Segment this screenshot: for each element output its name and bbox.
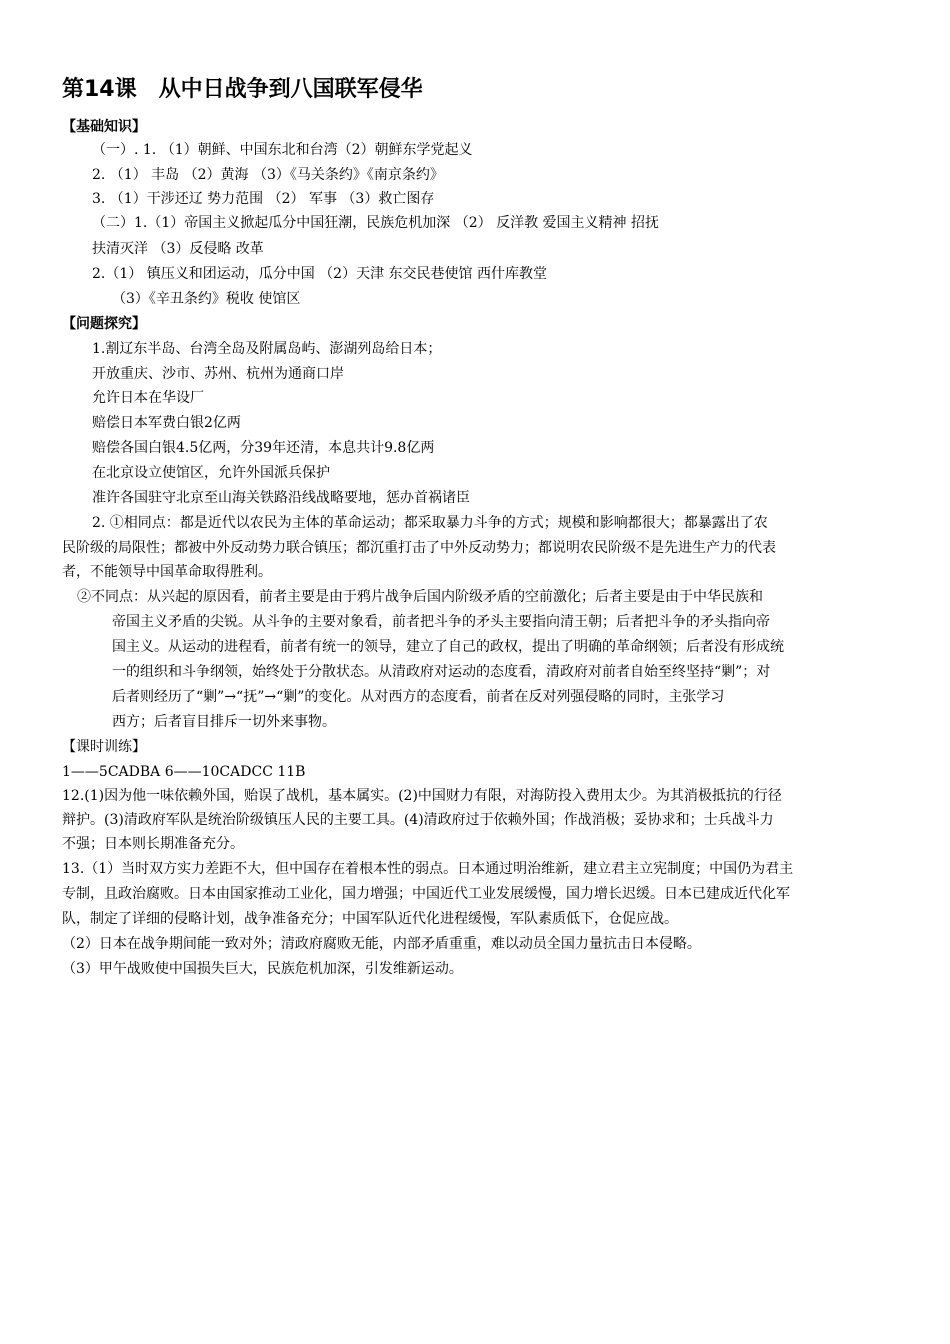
inquiry-line: 1.割辽东半岛、台湾全岛及附属岛屿、澎湖列岛给日本； (92, 341, 442, 357)
training-line: 专制，且政治腐败。日本由国家推动工业化，国力增强；中国近代工业发展缓慢，国力增长迟缓。日本已建成近代化军 (62, 886, 790, 902)
training-line: 队，制定了详细的侵略计划，战争准备充分；中国军队近代化进程缓慢，军队素质低下，仓促应战。 (62, 911, 678, 927)
section-heading-basics: 【基础知识】 (62, 119, 146, 135)
inquiry-line: 赔偿日本军费白银2亿两 (92, 415, 241, 431)
inquiry-line: 允许日本在华设厂 (92, 390, 204, 406)
page-title: 第14课 从中日战争到八国联军侵华 (62, 77, 423, 102)
section-heading-inquiry: 【问题探究】 (62, 316, 146, 332)
inquiry-line: 者，不能领导中国革命取得胜利。 (62, 564, 272, 580)
training-line: （3）甲午战败使中国损失巨大，民族危机加深，引发维新运动。 (62, 961, 463, 977)
inquiry-line: 在北京设立使馆区，允许外国派兵保护 (92, 465, 330, 481)
training-line: （2）日本在战争期间能一致对外；清政府腐败无能，内部矛盾重重，难以动员全国力量抗击日本侵略。 (62, 936, 701, 952)
inquiry-line: 准许各国驻守北京至山海关铁路沿线战略要地，惩办首祸诸臣 (92, 490, 470, 506)
basics-line: （一）. 1. （1）朝鲜、中国东北和台湾（2）朝鲜东学党起义 (92, 142, 473, 158)
training-line: 1——5CADBA 6——10CADCC 11B (62, 764, 306, 780)
basics-line: 2.（1） 镇压义和团运动，瓜分中国 （2）天津 东交民巷使馆 西什库教堂 (92, 266, 547, 282)
inquiry-line: 西方；后者盲目排斥一切外来事物。 (112, 714, 336, 730)
inquiry-line: ②不同点：从兴起的原因看，前者主要是由于鸦片战争后国内阶级矛盾的空前激化；后者主要是由于中华民族和 (77, 589, 763, 605)
inquiry-line: 民阶级的局限性；都被中外反动势力联合镇压；都沉重打击了中外反动势力；都说明农民阶级不是先进生产力的代表 (62, 540, 776, 556)
inquiry-line: 开放重庆、沙市、苏州、杭州为通商口岸 (92, 366, 344, 382)
inquiry-line: 一的组织和斗争纲领，始终处于分散状态。从清政府对运动的态度看，清政府对前者自始至终坚持“剿”；对 (112, 664, 771, 680)
basics-line: （二）1.（1）帝国主义掀起瓜分中国狂潮，民族危机加深 （2） 反洋教 爱国主义精神 招抚 (92, 215, 659, 231)
training-line: 13.（1）当时双方实力差距不大，但中国存在着根本性的弱点。日本通过明治维新，建立君主立宪制度；中国仍为君主 (62, 861, 794, 877)
basics-line: 3. （1）干涉还辽 势力范围 （2） 军事 （3）救亡图存 (92, 191, 435, 207)
inquiry-line: 帝国主义矛盾的尖锐。从斗争的主要对象看，前者把斗争的矛头主要指向清王朝；后者把斗争的矛头指向帝 (112, 614, 770, 630)
inquiry-line: 赔偿各国白银4.5亿两，分39年还清，本息共计9.8亿两 (92, 440, 435, 456)
section-heading-training: 【课时训练】 (62, 739, 146, 755)
training-line: 不强；日本则长期准备充分。 (62, 836, 244, 852)
basics-line: 2. （1） 丰岛 （2）黄海 （3）《马关条约》《南京条约》 (92, 167, 444, 183)
inquiry-line: 国主义。从运动的进程看，前者有统一的领导，建立了自己的政权，提出了明确的革命纲领；后者没有形成统 (112, 639, 784, 655)
basics-line: （3）《辛丑条约》税收 使馆区 (112, 291, 301, 307)
basics-line: 扶清灭洋 （3）反侵略 改革 (92, 241, 264, 257)
inquiry-line: 后者则经历了“剿”→“抚”→“剿”的变化。从对西方的态度看，前者在反对列强侵略的同时，主张学习 (112, 689, 725, 705)
training-line: 辩护。(3)清政府军队是统治阶级镇压人民的主要工具。(4)清政府过于依赖外国；作战消极；妥协求和；士兵战斗力 (62, 812, 774, 828)
inquiry-line: 2. ①相同点：都是近代以农民为主体的革命运动；都采取暴力斗争的方式；规模和影响都很大；都暴露出了农 (92, 515, 768, 531)
training-line: 12.(1)因为他一味依赖外国，贻误了战机，基本属实。(2)中国财力有限，对海防投入费用太少。为其消极抵抗的行径 (62, 788, 782, 804)
